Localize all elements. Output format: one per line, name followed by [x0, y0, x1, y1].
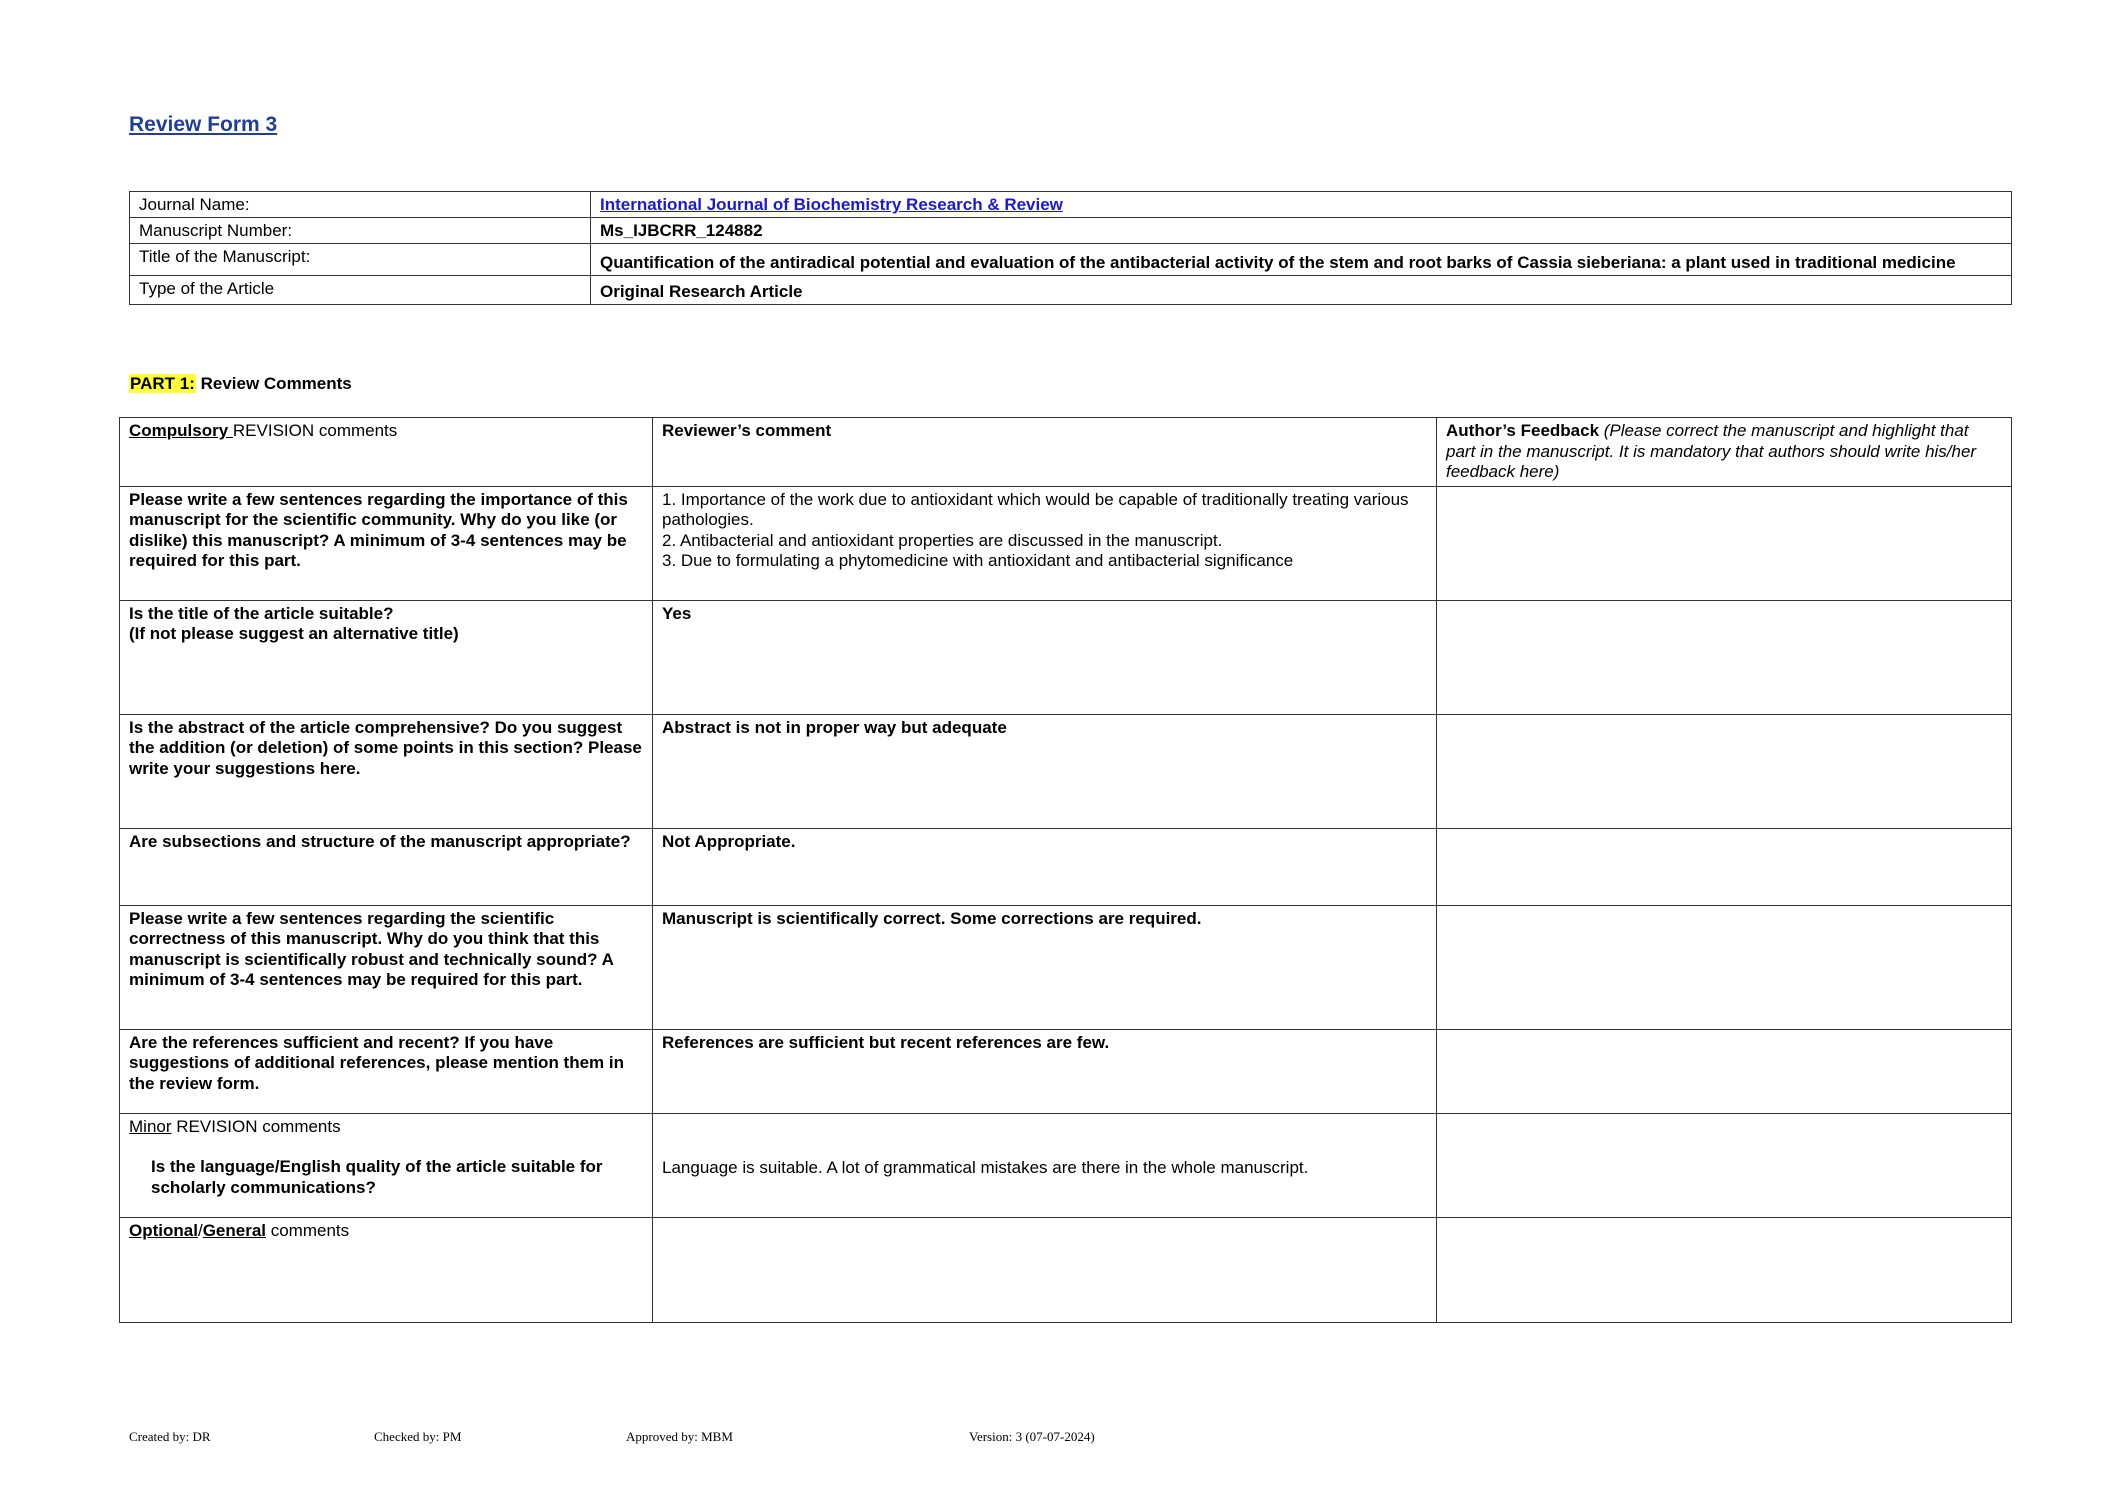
- manuscript-number-value: Ms_IJBCRR_124882: [591, 218, 2012, 244]
- table-row: [120, 486, 2012, 600]
- answer-cell: Abstract is not in proper way but adequate: [653, 714, 1437, 828]
- question-line: (If not please suggest an alternative title): [129, 624, 459, 643]
- article-type-label: Type of the Article: [130, 276, 591, 305]
- author-feedback-label: Author’s Feedback: [1446, 421, 1600, 440]
- question-cell: Is the abstract of the article comprehensive? Do you suggest the addition (or deletion) of some points in this section? Please write your suggestions here.: [120, 714, 653, 828]
- question-cell: [120, 600, 653, 714]
- optional-comments-row: [120, 1217, 2012, 1322]
- journal-row: [130, 192, 2012, 218]
- manuscript-title-value: Quantification of the antiradical potential and evaluation of the antibacterial activity of the stem and root barks of Cassia sieberiana: a plant used in traditional medicine: [591, 244, 2012, 276]
- minor-word: Minor: [129, 1116, 172, 1136]
- manuscript-title-row: [130, 244, 2012, 276]
- journal-value-cell: [591, 192, 2012, 218]
- journal-label: Journal Name:: [130, 192, 591, 218]
- optional-answer-cell: [653, 1217, 1437, 1322]
- feedback-cell[interactable]: [1437, 828, 2012, 905]
- compulsory-rest: REVISION comments: [232, 421, 398, 440]
- question-line: Is the title of the article suitable?: [129, 603, 394, 623]
- article-type-value: Original Research Article: [591, 276, 2012, 305]
- optional-rest: comments: [266, 1220, 350, 1240]
- compulsory-header: [120, 418, 653, 487]
- answer-cell: Manuscript is scientifically correct. Some corrections are required.: [653, 905, 1437, 1029]
- table-header-row: [120, 418, 2012, 487]
- manuscript-title-label: Title of the Manuscript:: [130, 244, 591, 276]
- minor-heading: [129, 1117, 643, 1138]
- compulsory-word: Compulsory: [129, 421, 233, 440]
- minor-question-cell: [120, 1113, 653, 1217]
- question-cell: Are the references sufficient and recent? If you have suggestions of additional references, please mention them in the review form.: [120, 1029, 653, 1113]
- answer-cell: References are sufficient but recent references are few.: [653, 1029, 1437, 1113]
- footer-created: Created by: DR: [129, 1429, 211, 1444]
- table-row: [120, 905, 2012, 1029]
- table-row: [120, 1029, 2012, 1113]
- table-row: [120, 600, 2012, 714]
- article-type-row: [130, 276, 2012, 305]
- answer-cell: Not Appropriate.: [653, 828, 1437, 905]
- question-cell: Please write a few sentences regarding the scientific correctness of this manuscript. Why do you think that this manuscript is scientifically robust and technically sound? A minimum of 3-4 sentences may be required for this part.: [120, 905, 653, 1029]
- manuscript-info-table: [129, 191, 2012, 305]
- answer-line: 1. Importance of the work due to antioxidant which would be capable of traditionally treating various pathologies.: [662, 489, 1409, 529]
- footer-checked: Checked by: PM: [374, 1429, 462, 1444]
- journal-link[interactable]: International Journal of Biochemistry Research & Review: [600, 195, 1063, 214]
- minor-revision-row: [120, 1113, 2012, 1217]
- feedback-cell[interactable]: [1437, 486, 2012, 600]
- table-row: [120, 714, 2012, 828]
- minor-answer: Language is suitable. A lot of grammatical mistakes are there in the whole manuscript.: [662, 1157, 1309, 1177]
- author-feedback-instructions: (Please correct the manuscript and highlight that part in the manuscript. It is mandatory that authors should write his/her feedback here): [1446, 421, 1977, 481]
- question-cell: Please write a few sentences regarding the importance of this manuscript for the scientific community. Why do you like (or dislike) this manuscript? A minimum of 3-4 sentences may be required for this part.: [120, 486, 653, 600]
- author-feedback-header: [1437, 418, 2012, 487]
- feedback-cell[interactable]: [1437, 600, 2012, 714]
- answer-line: 3. Due to formulating a phytomedicine with antioxidant and antibacterial significance: [662, 551, 1294, 570]
- optional-slash: /: [197, 1220, 203, 1240]
- feedback-cell[interactable]: [1437, 1217, 2012, 1322]
- answer-cell: Yes: [653, 600, 1437, 714]
- part-heading: [129, 374, 352, 394]
- reviewer-comment-header: Reviewer’s comment: [653, 418, 1437, 487]
- feedback-cell[interactable]: [1437, 714, 2012, 828]
- answer-cell: [653, 486, 1437, 600]
- footer-approved: Approved by: MBM: [626, 1429, 733, 1444]
- footer-version: Version: 3 (07-07-2024): [969, 1429, 1095, 1444]
- page-title: Review Form 3: [129, 113, 278, 136]
- review-comments-table: [119, 417, 2012, 1323]
- answer-line: 2. Antibacterial and antioxidant properties are discussed in the manuscript.: [662, 530, 1223, 550]
- part-text: Review Comments: [200, 374, 352, 393]
- feedback-cell[interactable]: [1437, 1029, 2012, 1113]
- manuscript-number-label: Manuscript Number:: [130, 218, 591, 244]
- optional-word: Optional: [129, 1220, 198, 1240]
- general-word: General: [202, 1220, 266, 1240]
- table-row: [120, 828, 2012, 905]
- part-label: PART 1:: [130, 374, 195, 393]
- manuscript-number-row: [130, 218, 2012, 244]
- question-cell: Are subsections and structure of the manuscript appropriate?: [120, 828, 653, 905]
- minor-question: Is the language/English quality of the article suitable for scholarly communications?: [151, 1157, 603, 1197]
- feedback-cell[interactable]: [1437, 1113, 2012, 1217]
- feedback-cell[interactable]: [1437, 905, 2012, 1029]
- minor-rest: REVISION comments: [171, 1116, 341, 1136]
- optional-heading-cell: [120, 1217, 653, 1322]
- minor-answer-cell: [653, 1113, 1437, 1217]
